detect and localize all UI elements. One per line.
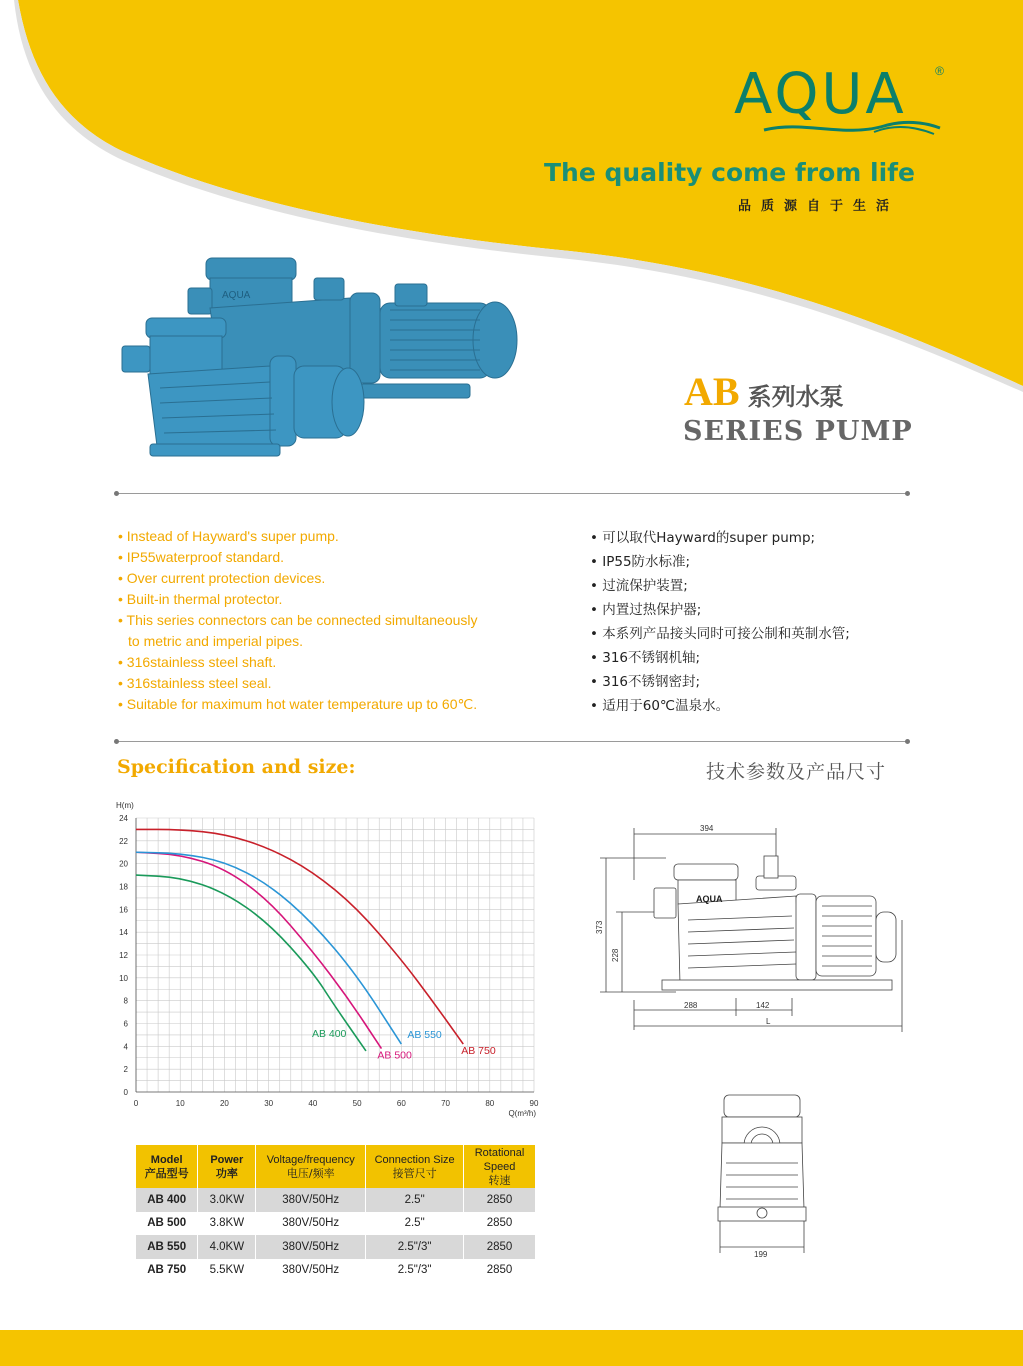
x-tick-label: 70 — [441, 1099, 451, 1108]
product-title — [684, 368, 844, 415]
dim-373-label: 373 — [595, 920, 604, 934]
y-tick-label: 8 — [123, 996, 128, 1006]
cell-model: AB 550 — [136, 1235, 198, 1259]
y-tick-label: 10 — [119, 973, 128, 983]
dim-288-label: 288 — [684, 1001, 698, 1010]
y-tick-label: 4 — [123, 1042, 128, 1052]
x-axis-label: Q(m³/h) — [508, 1109, 536, 1118]
dim-142-label: 142 — [756, 1001, 770, 1010]
x-tick-label: 60 — [396, 1099, 406, 1108]
y-tick-label: 12 — [119, 951, 128, 960]
cell-speed: 2850 — [464, 1188, 536, 1212]
series-pump-title: SERIES PUMP — [683, 416, 913, 447]
y-axis-label: H(m) — [116, 801, 134, 810]
feature-item: • Suitable for maximum hot water temperature up to 60℃. — [118, 696, 478, 712]
y-tick-label: 16 — [119, 905, 128, 915]
x-tick-label: 30 — [264, 1099, 274, 1108]
cell-model: AB 500 — [136, 1212, 198, 1236]
x-tick-label: 0 — [133, 1099, 139, 1108]
feature-item: • Built-in thermal protector. — [118, 591, 283, 607]
slogan: The quality come from life — [544, 158, 915, 187]
table-row — [136, 1212, 536, 1236]
table-row — [136, 1188, 536, 1212]
logo-registered-mark: ® — [935, 64, 944, 78]
wave-icon — [764, 116, 940, 138]
y-tick-label: 2 — [123, 1065, 128, 1075]
side-dimension-drawing — [596, 820, 912, 1040]
feature-item: • IP55waterproof standard. — [118, 549, 284, 565]
features-english — [118, 526, 578, 715]
y-tick-label: 0 — [123, 1088, 128, 1097]
y-tick-label: 14 — [119, 928, 128, 938]
aqua-logo — [734, 62, 944, 142]
series-label: AB 750 — [461, 1045, 496, 1058]
dim-L-label: L — [766, 1017, 771, 1026]
x-tick-label: 90 — [529, 1099, 539, 1108]
product-title-cn: 系列水泵 — [747, 383, 844, 411]
spec-title: Specification and size: — [117, 756, 356, 778]
product-code: AB — [684, 369, 740, 414]
header-voltage: Voltage/frequency 电压/频率 — [256, 1145, 366, 1188]
cell-power: 3.8KW — [198, 1212, 256, 1236]
cell-voltage: 380V/50Hz — [256, 1212, 366, 1236]
table-header-row — [136, 1145, 536, 1188]
table-row — [136, 1259, 536, 1283]
x-tick-label: 50 — [352, 1099, 362, 1108]
series-label: AB 400 — [311, 1027, 347, 1040]
feature-item: • Instead of Hayward's super pump. — [118, 528, 339, 544]
feature-item: • 316stainless steel shaft. — [118, 654, 277, 670]
table-row — [136, 1235, 536, 1259]
x-tick-label: 80 — [485, 1099, 495, 1108]
feature-item-cn: • 适用于60℃温泉水。 — [590, 698, 730, 714]
feature-item-cn: • 内置过热保护器; — [590, 602, 702, 618]
x-tick-label: 20 — [219, 1099, 229, 1108]
cell-connection: 2.5"/3" — [366, 1235, 464, 1259]
feature-item-cn: • 过流保护装置; — [590, 578, 688, 594]
feature-item-cn: • 本系列产品接头同时可接公制和英制水管; — [590, 626, 850, 642]
header-connection: Connection Size 接管尺寸 — [366, 1145, 464, 1188]
header-power: Power 功率 — [198, 1145, 256, 1188]
spec-title-cn: 技术参数及产品尺寸 — [706, 761, 887, 783]
y-tick-label: 22 — [119, 836, 128, 846]
slogan-cn: 品质源自于生活 — [738, 199, 900, 214]
features-chinese — [590, 526, 950, 718]
feature-item-cn: • 316不锈钢机轴; — [590, 650, 701, 666]
pump-image-brand: AQUA — [222, 290, 251, 301]
feature-item: to metric and imperial pipes. — [128, 633, 304, 649]
cell-connection: 2.5"/3" — [366, 1259, 464, 1283]
divider-middle — [116, 741, 908, 742]
pool-pump-image — [110, 248, 530, 468]
header-model: Model 产品型号 — [136, 1145, 198, 1188]
cell-speed: 2850 — [464, 1235, 536, 1259]
divider-top — [116, 493, 908, 494]
cell-power: 5.5KW — [198, 1259, 256, 1283]
dim-394-label: 394 — [700, 824, 714, 833]
dim-228-label: 228 — [611, 948, 620, 962]
x-tick-label: 10 — [175, 1099, 185, 1108]
logo-text: AQUA — [734, 62, 907, 127]
feature-item-cn: • IP55防水标准; — [590, 554, 691, 570]
y-tick-label: 24 — [119, 814, 128, 823]
drawing-brand-label: AQUA — [696, 894, 723, 904]
cell-connection: 2.5" — [366, 1188, 464, 1212]
cell-power: 3.0KW — [198, 1188, 256, 1212]
y-tick-label: 20 — [119, 859, 128, 869]
feature-item-cn: • 316不锈钢密封; — [590, 674, 701, 690]
feature-item: • This series connectors can be connected simultaneously — [118, 612, 478, 628]
header-speed: Rotational Speed 转速 — [464, 1145, 536, 1188]
cell-model: AB 400 — [136, 1188, 198, 1212]
series-label: AB 550 — [407, 1029, 442, 1042]
cell-power: 4.0KW — [198, 1235, 256, 1259]
specification-table — [136, 1145, 536, 1282]
x-tick-label: 40 — [308, 1099, 318, 1108]
feature-item: • 316stainless steel seal. — [118, 675, 272, 691]
cell-speed: 2850 — [464, 1212, 536, 1236]
footer-bar — [0, 1330, 1023, 1366]
cell-voltage: 380V/50Hz — [256, 1235, 366, 1259]
feature-item-cn: • 可以取代Hayward的super pump; — [590, 530, 816, 546]
cell-voltage: 380V/50Hz — [256, 1259, 366, 1283]
front-dimension-drawing — [708, 1085, 818, 1267]
cell-speed: 2850 — [464, 1259, 536, 1283]
dim-199-label: 199 — [754, 1250, 768, 1259]
cell-connection: 2.5" — [366, 1212, 464, 1236]
feature-item: • Over current protection devices. — [118, 570, 326, 586]
y-tick-label: 6 — [123, 1019, 128, 1029]
curve-ab-400 — [136, 875, 366, 1051]
y-tick-label: 18 — [119, 882, 128, 892]
performance-curve-chart — [110, 800, 550, 1120]
series-label: AB 500 — [377, 1049, 412, 1062]
cell-voltage: 380V/50Hz — [256, 1188, 366, 1212]
cell-model: AB 750 — [136, 1259, 198, 1283]
